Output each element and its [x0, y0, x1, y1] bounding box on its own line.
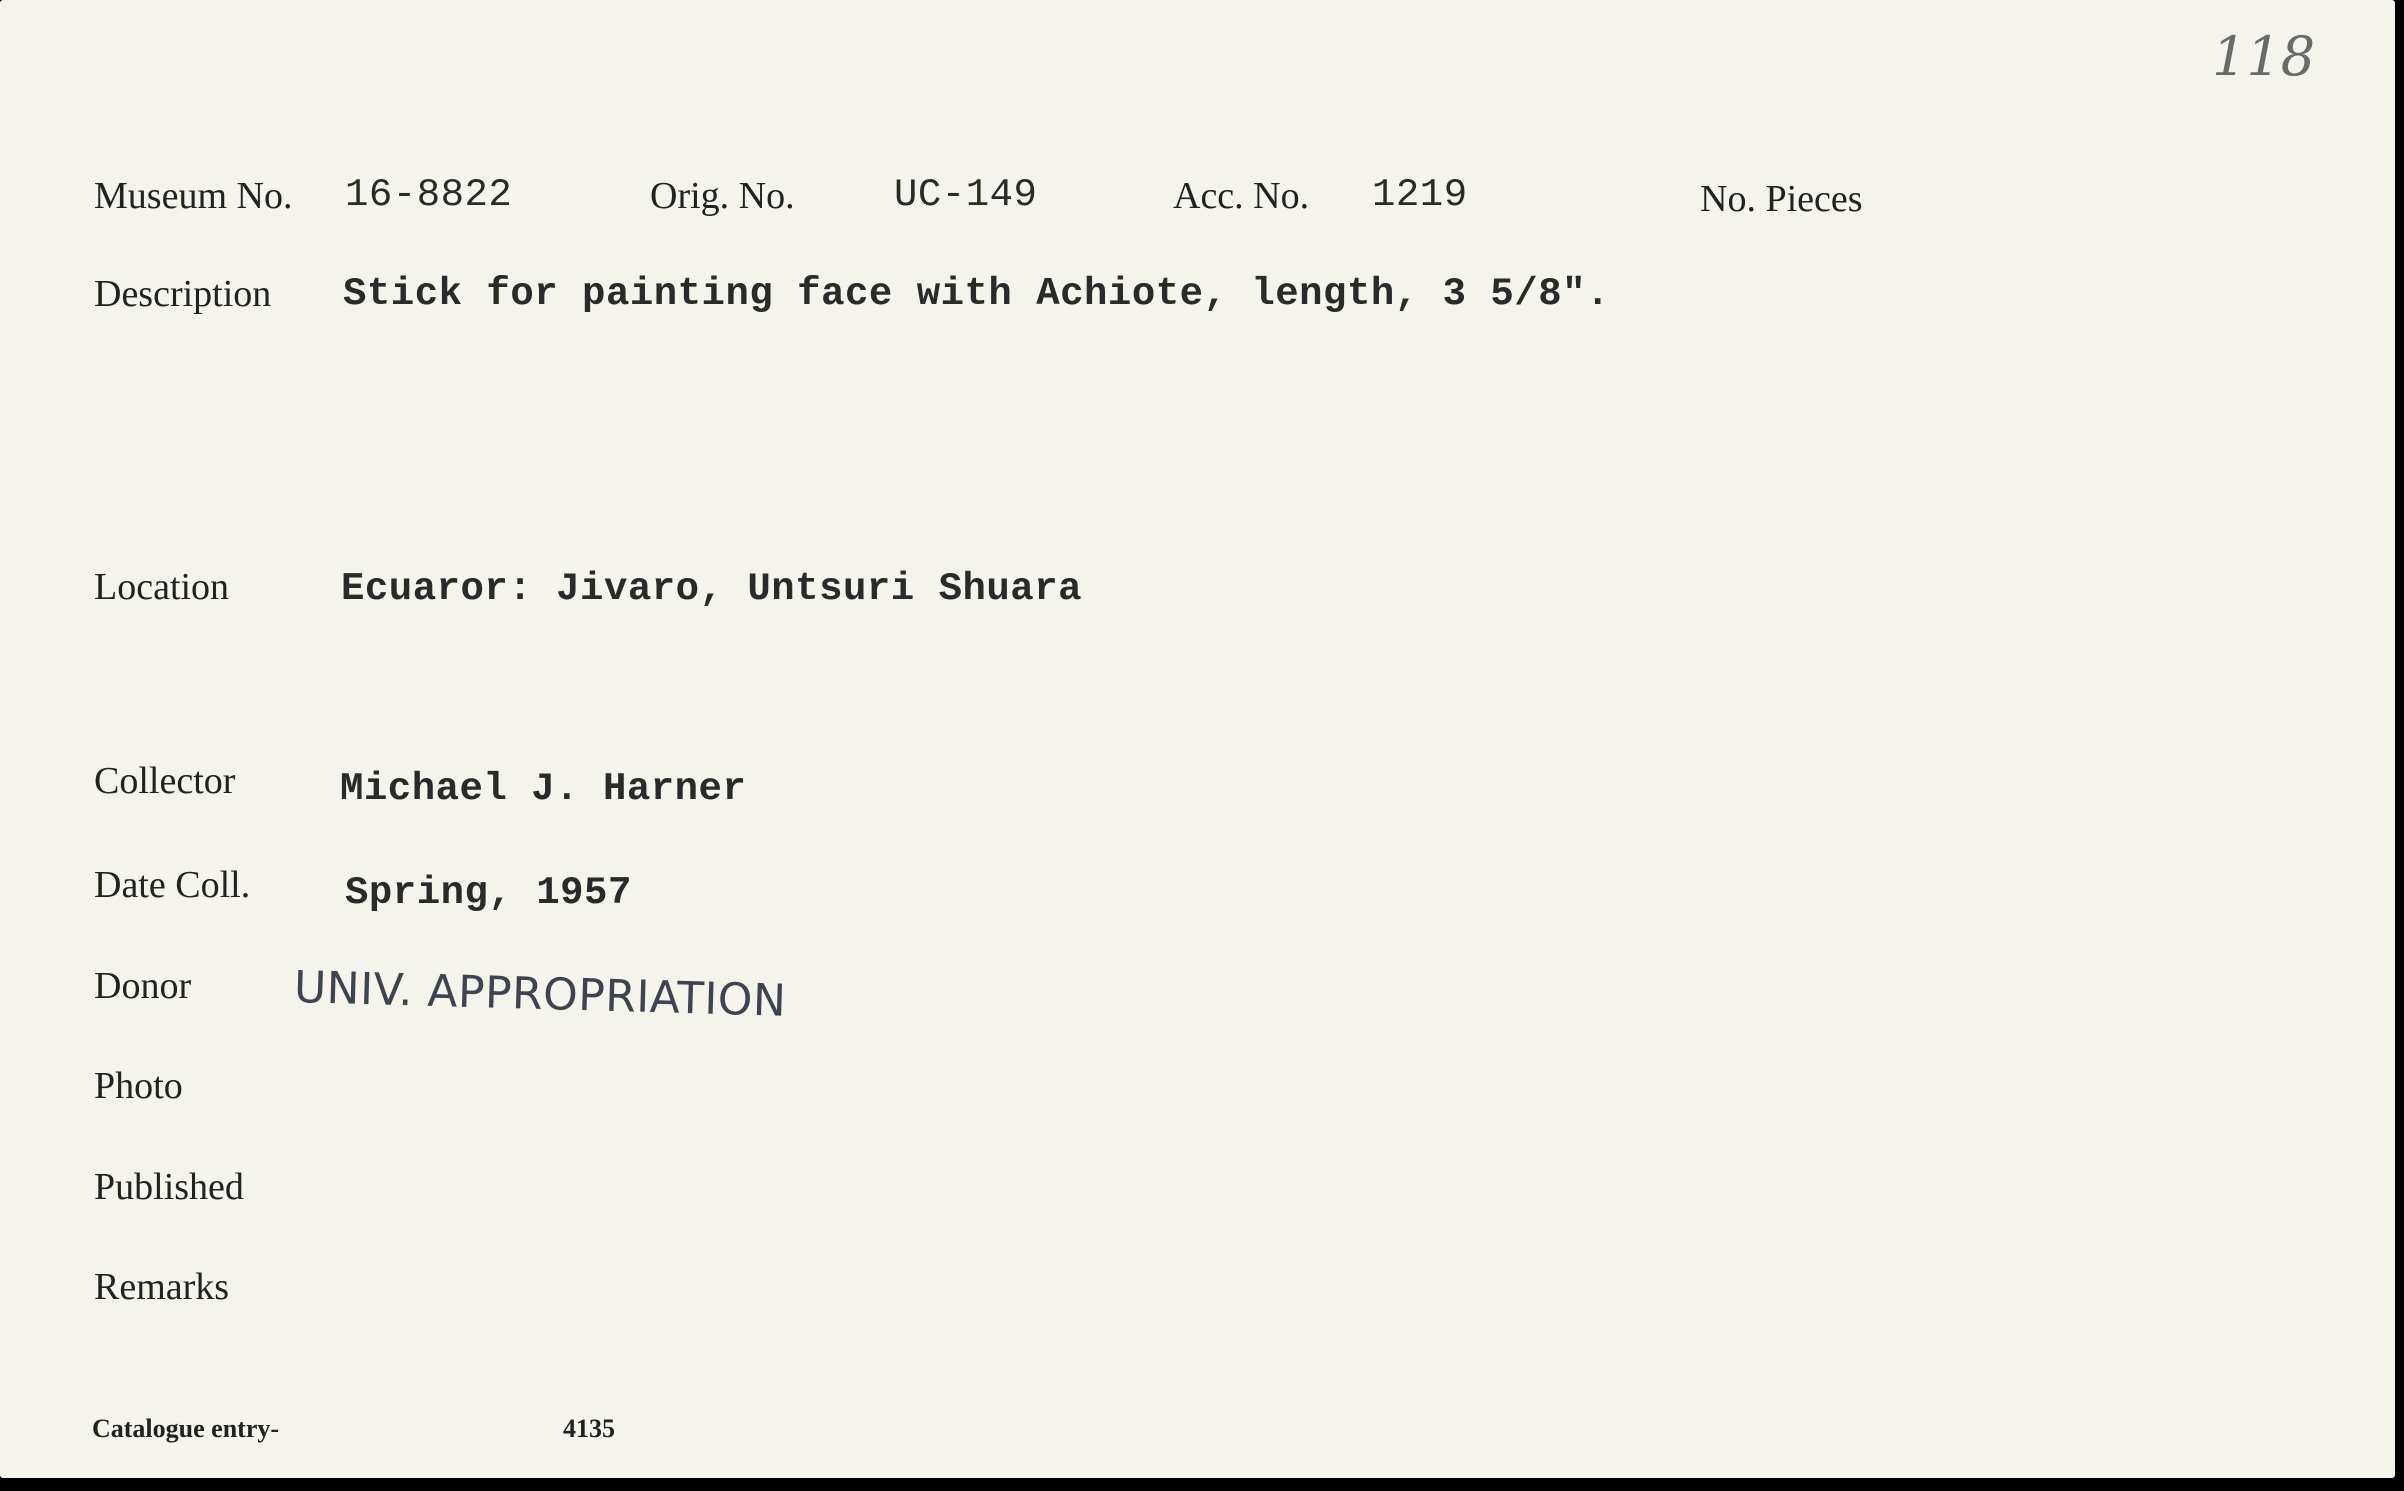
published-label: Published: [94, 1166, 244, 1208]
description-value: Stick for painting face with Achiote, length, 3 5/8".: [343, 272, 1610, 316]
no-pieces-label: No. Pieces: [1700, 178, 1863, 220]
handwritten-number: 118: [2212, 25, 2316, 88]
description-label: Description: [94, 273, 272, 315]
location-label: Location: [94, 566, 230, 608]
museum-no-label: Museum No.: [94, 175, 293, 217]
catalogue-entry-value: 4135: [563, 1414, 615, 1443]
orig-no-value: UC-149: [894, 173, 1038, 217]
catalogue-entry-label: Catalogue entry-: [92, 1414, 280, 1443]
location-value: Ecuaror: Jivaro, Untsuri Shuara: [341, 567, 1083, 611]
acc-no-value: 1219: [1372, 173, 1468, 217]
collector-value: Michael J. Harner: [340, 767, 747, 811]
orig-no-label: Orig. No.: [650, 175, 795, 217]
museum-no-value: 16-8822: [345, 173, 513, 217]
remarks-label: Remarks: [94, 1266, 230, 1308]
date-coll-value: Spring, 1957: [345, 871, 632, 915]
acc-no-label: Acc. No.: [1173, 175, 1310, 217]
donor-stamp: UNIV. APPROPRIATION: [293, 962, 788, 1027]
photo-label: Photo: [94, 1065, 183, 1107]
donor-label: Donor: [94, 965, 192, 1007]
collector-label: Collector: [94, 760, 236, 802]
date-coll-label: Date Coll.: [94, 864, 251, 906]
